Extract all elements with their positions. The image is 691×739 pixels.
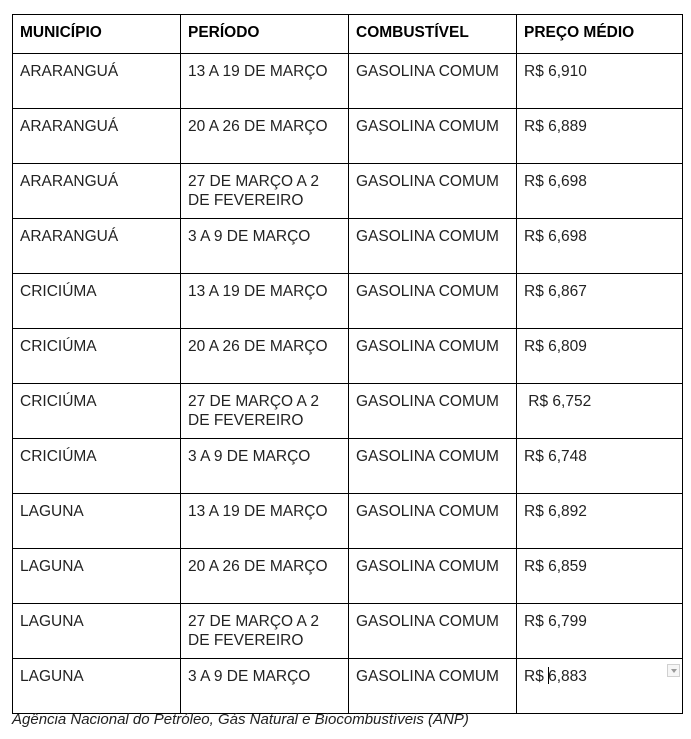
cell-preco-medio[interactable]: R$ 6,809 <box>517 329 683 384</box>
cell-municipio[interactable]: LAGUNA <box>13 549 181 604</box>
cell-periodo[interactable]: 20 A 26 DE MARÇO <box>181 329 349 384</box>
cell-preco-medio[interactable]: R$ 6,889 <box>517 109 683 164</box>
cell-preco-medio[interactable]: R$ 6,698 <box>517 219 683 274</box>
cell-municipio[interactable]: ARARANGUÁ <box>13 219 181 274</box>
cell-dropdown-arrow-icon[interactable] <box>667 664 680 677</box>
cell-periodo[interactable]: 3 A 9 DE MARÇO <box>181 439 349 494</box>
cell-municipio[interactable]: LAGUNA <box>13 659 181 714</box>
cell-preco-medio[interactable]: R$ 6,892 <box>517 494 683 549</box>
cell-periodo[interactable]: 3 A 9 DE MARÇO <box>181 659 349 714</box>
cell-municipio[interactable]: CRICIÚMA <box>13 384 181 439</box>
cell-combustivel[interactable]: GASOLINA COMUM <box>349 329 517 384</box>
cell-preco-medio[interactable]: R$ 6,748 <box>517 439 683 494</box>
cell-combustivel[interactable]: GASOLINA COMUM <box>349 384 517 439</box>
preco-text-before-cursor: R$ <box>524 668 549 685</box>
cell-municipio[interactable]: ARARANGUÁ <box>13 109 181 164</box>
cell-periodo[interactable]: 3 A 9 DE MARÇO <box>181 219 349 274</box>
cell-municipio[interactable]: CRICIÚMA <box>13 439 181 494</box>
table-body <box>13 54 683 714</box>
cell-municipio[interactable]: ARARANGUÁ <box>13 164 181 219</box>
table-row <box>13 219 683 274</box>
price-table-container <box>12 14 682 714</box>
table-row <box>13 494 683 549</box>
cell-preco-medio[interactable]: R$ 6,752 <box>517 384 683 439</box>
table-header-row <box>13 15 683 54</box>
header-periodo[interactable]: PERÍODO <box>181 15 349 54</box>
cell-periodo[interactable]: 27 DE MARÇO A 2 DE FEVEREIRO <box>181 164 349 219</box>
table-row <box>13 384 683 439</box>
cell-municipio[interactable]: ARARANGUÁ <box>13 54 181 109</box>
cell-municipio[interactable]: LAGUNA <box>13 494 181 549</box>
table-row <box>13 54 683 109</box>
cell-combustivel[interactable]: GASOLINA COMUM <box>349 109 517 164</box>
cell-preco-medio[interactable]: R$ 6,910 <box>517 54 683 109</box>
cell-periodo[interactable]: 27 DE MARÇO A 2 DE FEVEREIRO <box>181 604 349 659</box>
table-row <box>13 164 683 219</box>
cell-periodo[interactable]: 20 A 26 DE MARÇO <box>181 109 349 164</box>
table-row <box>13 109 683 164</box>
header-preco-medio[interactable]: PREÇO MÉDIO <box>517 15 683 54</box>
cell-combustivel[interactable]: GASOLINA COMUM <box>349 604 517 659</box>
cell-municipio[interactable]: CRICIÚMA <box>13 329 181 384</box>
cell-periodo[interactable]: 13 A 19 DE MARÇO <box>181 494 349 549</box>
table-row <box>13 659 683 714</box>
cell-combustivel[interactable]: GASOLINA COMUM <box>349 164 517 219</box>
header-municipio[interactable]: MUNICÍPIO <box>13 15 181 54</box>
cell-combustivel[interactable]: GASOLINA COMUM <box>349 274 517 329</box>
cell-periodo[interactable]: 13 A 19 DE MARÇO <box>181 274 349 329</box>
table-row <box>13 549 683 604</box>
cell-municipio[interactable]: LAGUNA <box>13 604 181 659</box>
cell-periodo[interactable]: 13 A 19 DE MARÇO <box>181 54 349 109</box>
cell-combustivel[interactable]: GASOLINA COMUM <box>349 219 517 274</box>
header-combustivel[interactable]: COMBUSTÍVEL <box>349 15 517 54</box>
cell-preco-medio[interactable]: R$ 6,859 <box>517 549 683 604</box>
cell-preco-medio[interactable]: R$ 6,698 <box>517 164 683 219</box>
table-row <box>13 274 683 329</box>
cell-combustivel[interactable]: GASOLINA COMUM <box>349 54 517 109</box>
cell-combustivel[interactable]: GASOLINA COMUM <box>349 659 517 714</box>
cell-combustivel[interactable]: GASOLINA COMUM <box>349 494 517 549</box>
fuel-price-table <box>12 14 683 714</box>
cell-combustivel[interactable]: GASOLINA COMUM <box>349 439 517 494</box>
cell-periodo[interactable]: 20 A 26 DE MARÇO <box>181 549 349 604</box>
cell-preco-medio[interactable]: R$ 6,799 <box>517 604 683 659</box>
cell-periodo[interactable]: 27 DE MARÇO A 2 DE FEVEREIRO <box>181 384 349 439</box>
preco-text-after-cursor: 6,883 <box>548 668 587 685</box>
source-caption: Agência Nacional do Petróleo, Gás Natural e Biocombustíveis (ANP) <box>12 711 469 728</box>
table-row <box>13 439 683 494</box>
cell-municipio[interactable]: CRICIÚMA <box>13 274 181 329</box>
cell-combustivel[interactable]: GASOLINA COMUM <box>349 549 517 604</box>
cell-preco-medio[interactable]: R$ 6,867 <box>517 274 683 329</box>
table-row <box>13 604 683 659</box>
cell-preco-medio-active[interactable] <box>517 659 683 714</box>
table-row <box>13 329 683 384</box>
